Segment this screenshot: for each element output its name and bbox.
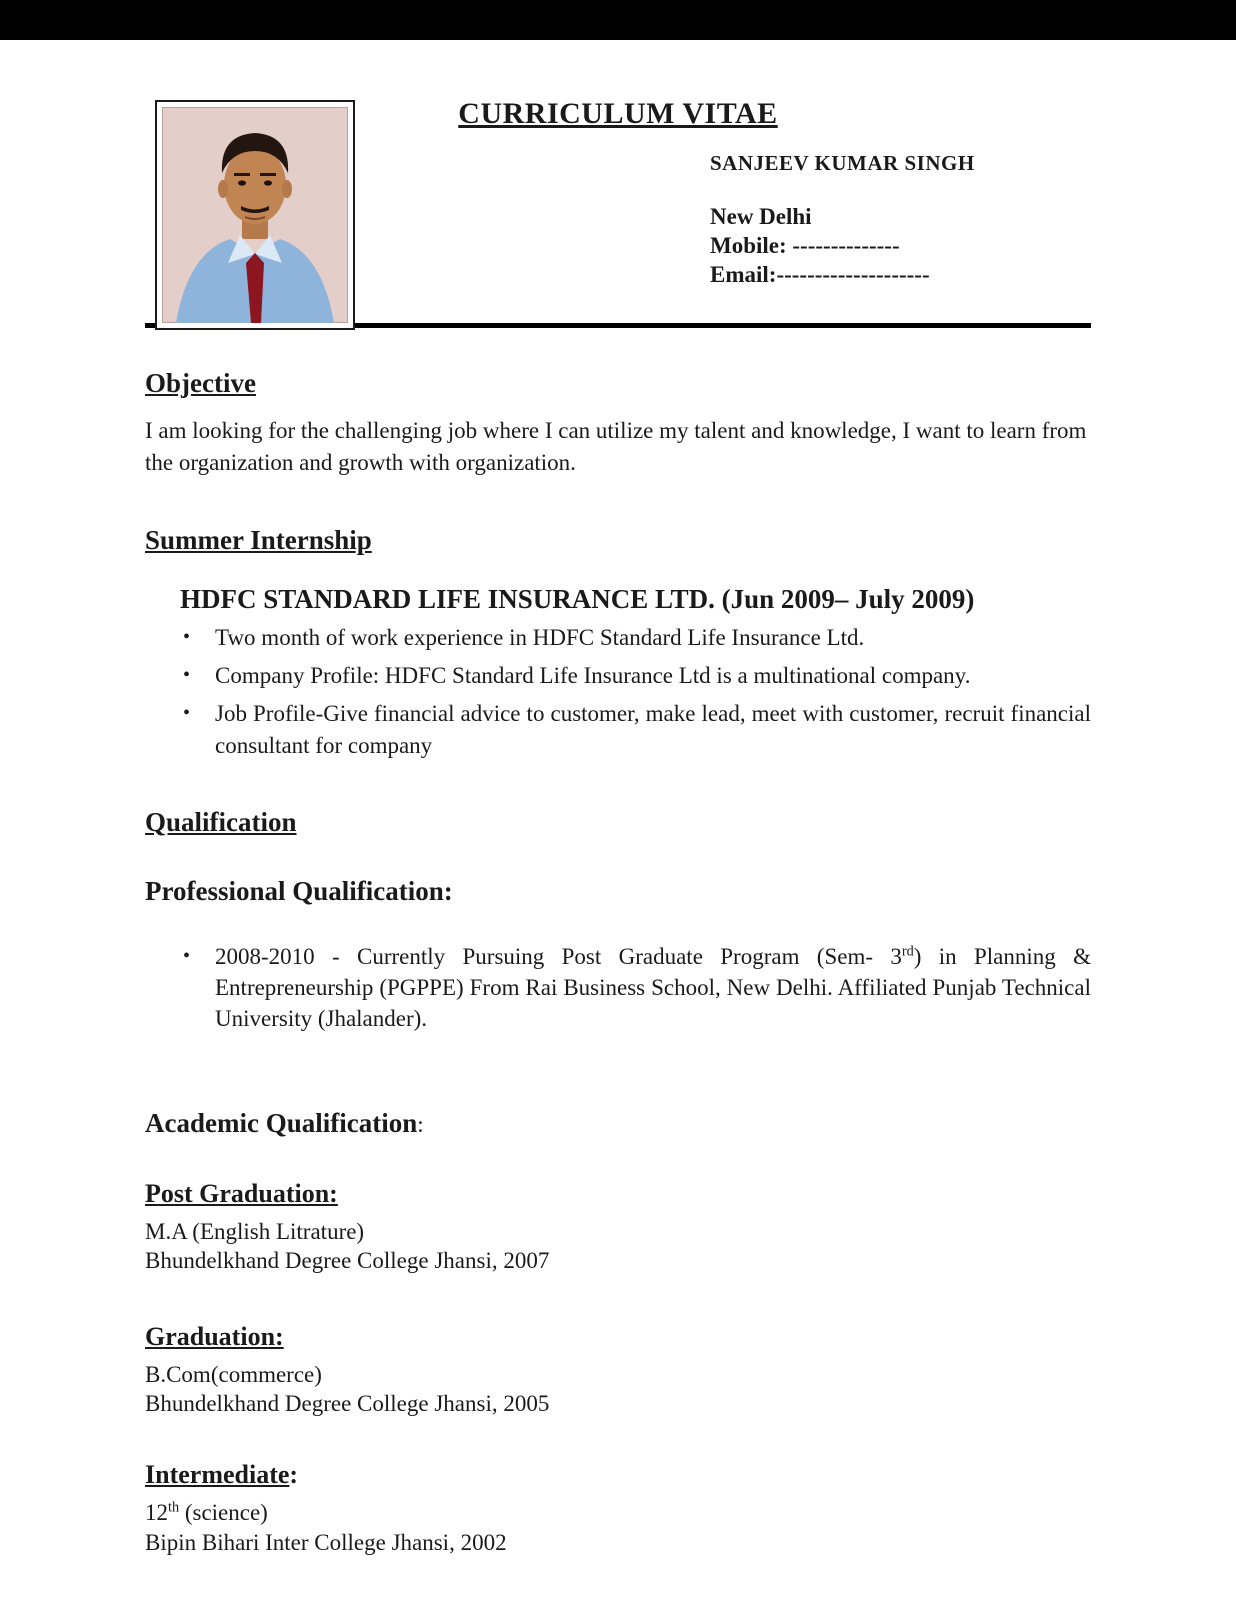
post-graduation-college: Bhundelkhand Degree College Jhansi, 2007 (145, 1248, 550, 1274)
intermediate-heading-text: Intermediate (145, 1460, 290, 1490)
academic-heading-colon: : (417, 1111, 424, 1137)
bullet-icon: • (183, 664, 191, 687)
prof-text-superscript: rd (901, 942, 914, 959)
post-graduation-heading-text: Post Graduation: (145, 1178, 338, 1208)
internship-bullet-1-text: Two month of work experience in HDFC Standard Life Insurance Ltd. (215, 625, 865, 651)
intermediate-degree (145, 1498, 1091, 1527)
qualification-heading: Qualification (145, 806, 297, 837)
top-black-bar (0, 0, 1236, 40)
post-graduation-heading (145, 1179, 1091, 1209)
graduation-college: Bhundelkhand Degree College Jhansi, 2005 (145, 1391, 550, 1417)
internship-company-heading: HDFC STANDARD LIFE INSURANCE LTD. (Jun 2009– July 2009) (180, 584, 975, 615)
prof-text-part2: ) in Planning & Entrepreneurship (PGPPE) From Rai Business School, New Delhi. Affiliated Punjab Technical University (Jhalander). (215, 943, 1091, 1031)
page-title-text: CURRICULUM VITAE (458, 97, 778, 130)
post-graduation-degree: M.A (English Litrature) (145, 1218, 365, 1244)
professional-qualification-text (215, 941, 1091, 1034)
objective-heading: Objective (145, 368, 256, 398)
person-name: SANJEEV KUMAR SINGH (710, 151, 975, 175)
location-line: New Delhi (710, 204, 812, 229)
internship-bullet-1 (145, 622, 1091, 653)
mobile-line: Mobile: -------------- (710, 233, 900, 258)
portrait-photo-icon (162, 107, 348, 323)
bullet-icon: • (183, 944, 191, 967)
photo-frame (155, 100, 355, 330)
internship-bullet-2 (145, 660, 1091, 691)
bullet-icon: • (183, 702, 191, 725)
professional-qualification-bullet (145, 941, 1091, 1034)
intermediate-degree-part1: 12 (145, 1500, 168, 1526)
academic-heading-text: Academic Qualification (145, 1107, 418, 1138)
internship-bullet-3-text: Job Profile-Give financial advice to customer, make lead, meet with customer, recruit financial consultant for company (215, 701, 1091, 758)
email-line: Email:-------------------- (710, 262, 930, 287)
prof-text-part1: 2008-2010 - Currently Pursuing Post Graduate Program (Sem- 3 (215, 943, 902, 969)
intermediate-degree-part2: (science) (179, 1500, 268, 1526)
summer-internship-heading: Summer Internship (145, 525, 372, 556)
internship-bullet-2-text: Company Profile: HDFC Standard Life Insurance Ltd is a multinational company. (215, 663, 971, 689)
intermediate-degree-superscript: th (168, 1499, 180, 1516)
intermediate-college: Bipin Bihari Inter College Jhansi, 2002 (145, 1529, 507, 1555)
bullet-icon: • (183, 626, 191, 649)
intermediate-heading (145, 1460, 1091, 1490)
intermediate-heading-colon: : (289, 1460, 299, 1490)
professional-qualification-heading: Professional Qualification: (145, 875, 453, 906)
graduation-degree: B.Com(commerce) (145, 1361, 322, 1387)
internship-bullet-3 (145, 698, 1091, 760)
academic-qualification-heading (145, 1108, 1091, 1139)
contact-block (710, 151, 1091, 289)
graduation-heading-text: Graduation: (145, 1321, 284, 1351)
graduation-heading (145, 1322, 1091, 1352)
objective-text: I am looking for the challenging job where I can utilize my talent and knowledge, I want to learn from the organization and growth with organization. (145, 418, 1087, 476)
